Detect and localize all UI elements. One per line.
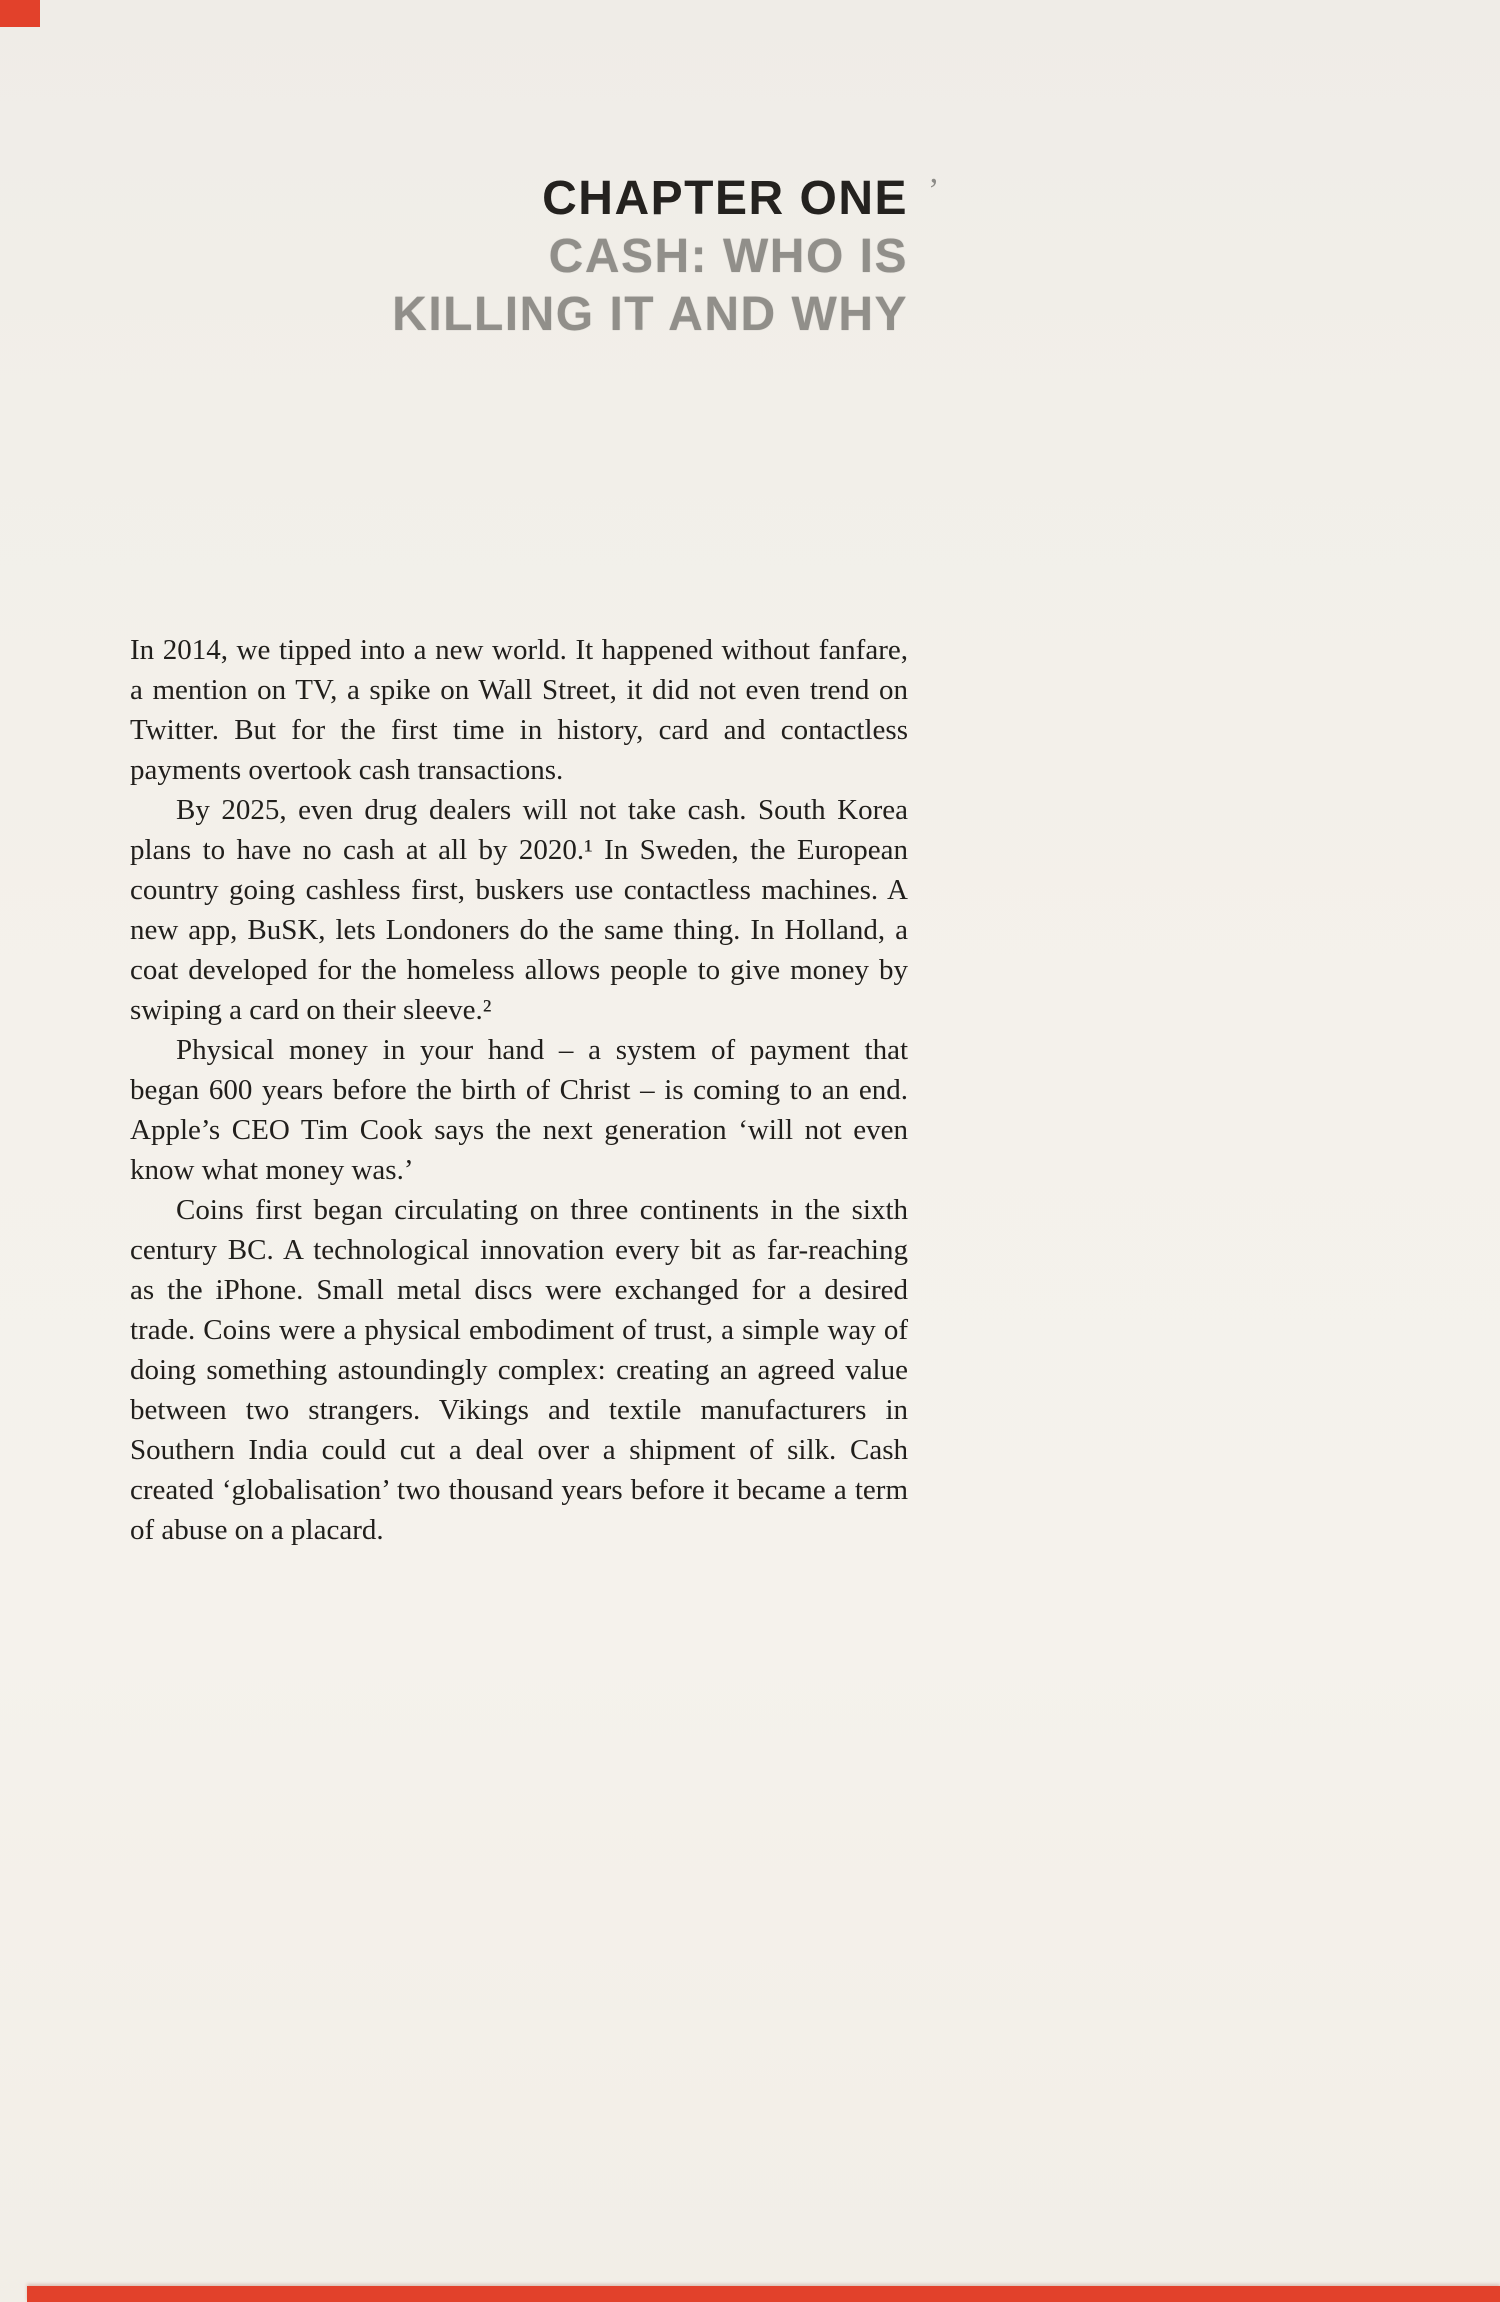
paragraph-3: Physical money in your hand – a system of payment that began 600 years before the birth of Christ – is coming to an end. Apple’s CEO Tim Cook says the next generation ‘will not even know what money was.’ <box>130 1034 908 1186</box>
paragraph-2: By 2025, even drug dealers will not take cash. South Korea plans to have no cash at all by 2020.¹ In Sweden, the European country going cashless first, buskers use contactless machines. A new app, BuSK, lets Londoners do the same thing. In Holland, a coat developed for the homeless allows people to give money by swiping a card on their sleeve.² <box>130 794 908 1026</box>
scan-speck-mark: ’ <box>928 172 940 209</box>
chapter-label: CHAPTER ONE <box>542 172 908 225</box>
body-text-block <box>130 630 908 1550</box>
scan-edge-artifact-bottom <box>27 2286 1500 2302</box>
paragraph-4: Coins first began circulating on three continents in the sixth century BC. A technological innovation every bit as far-reaching as the iPhone. Small metal discs were exchanged for a desired trade. Coins were a physical embodiment of trust, a simple way of doing something astoundingly complex: creating an agreed value between two strangers. Vikings and textile manufacturers in Southern India could cut a deal over a shipment of silk. Cash created ‘globalisation’ two thousand years before it became a term of abuse on a placard. <box>130 1194 908 1546</box>
chapter-title-line-1: CASH: WHO IS <box>548 230 908 283</box>
chapter-title-line-2: KILLING IT AND WHY <box>392 288 908 341</box>
paragraph-1: In 2014, we tipped into a new world. It happened without fanfare, a mention on TV, a spike on Wall Street, it did not even trend on Twitter. But for the first time in history, card and contactless payments overtook cash transactions. <box>130 634 908 786</box>
scan-edge-artifact-top-left <box>0 0 40 27</box>
chapter-heading <box>130 170 908 344</box>
